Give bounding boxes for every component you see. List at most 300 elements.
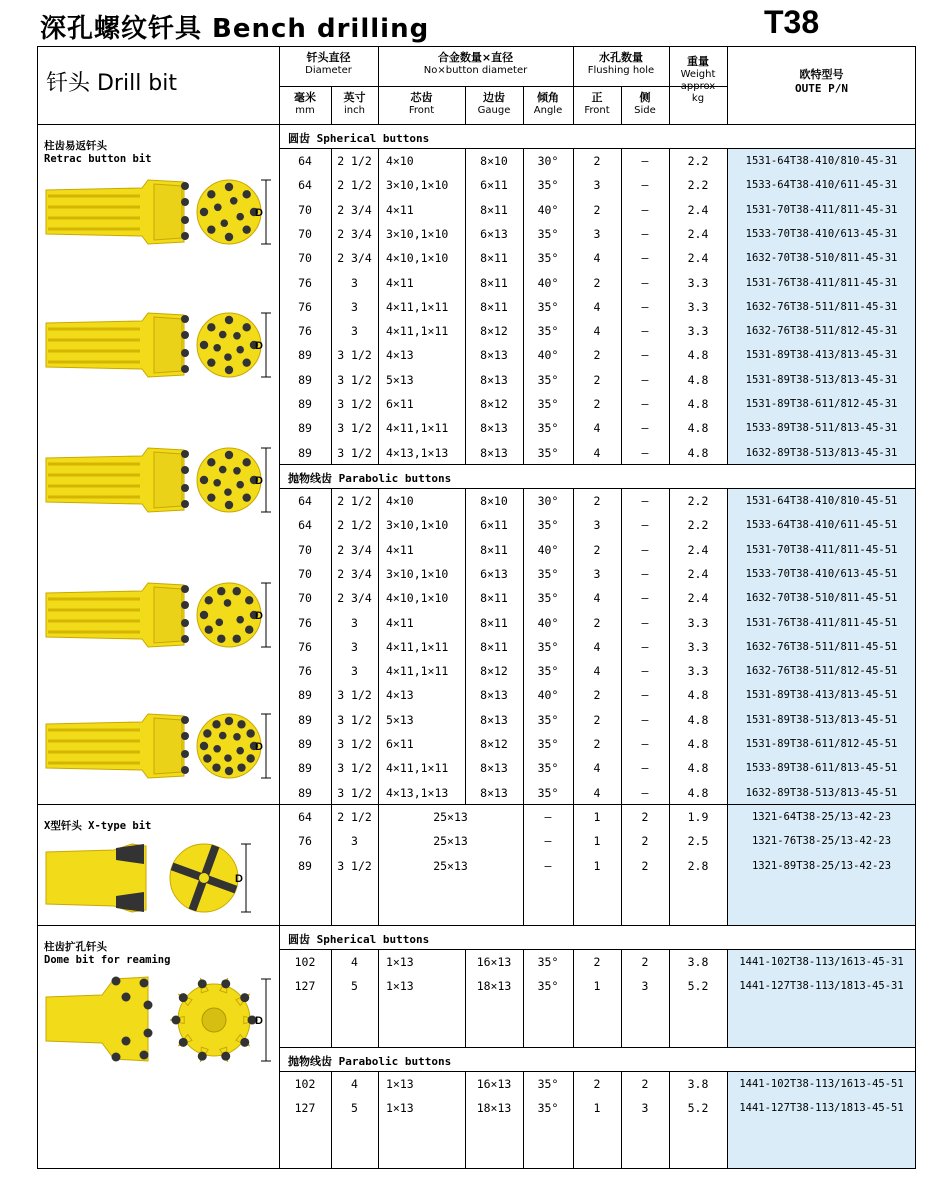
gauge-button xyxy=(207,225,215,233)
diameter-mm: 89 xyxy=(298,372,312,387)
buttons: 25×13 xyxy=(433,810,468,824)
page-title: 深孔螺纹钎具 Bench drilling xyxy=(40,14,430,44)
angle: – xyxy=(544,858,552,873)
flush-front: 2 xyxy=(593,494,601,508)
flush-front: 2 xyxy=(593,348,601,363)
part-number: 1531-64T38-410/810-45-51 xyxy=(745,495,898,507)
diameter-mm: 89 xyxy=(298,688,312,703)
part-number: 1321-64T38-25/13-42-23 xyxy=(751,811,892,823)
weight: 3.3 xyxy=(687,275,709,290)
front-button xyxy=(236,747,244,755)
diameter-mm: 64 xyxy=(298,178,312,193)
diameter-mm: 76 xyxy=(298,664,312,679)
angle: 35° xyxy=(537,518,559,533)
table-row xyxy=(279,562,916,586)
gauge-buttons: 8×11 xyxy=(480,275,508,290)
gauge-button xyxy=(245,596,253,604)
gauge-buttons: 8×11 xyxy=(480,542,508,557)
part-number: 1533-64T38-410/611-45-51 xyxy=(745,519,898,532)
angle: 40° xyxy=(537,688,559,703)
flush-front: 1 xyxy=(593,979,601,994)
mm-header: 毫米 mm xyxy=(294,91,316,116)
part-number: 1441-102T38-113/1613-45-51 xyxy=(739,1078,904,1090)
diameter-inch: 3 1/2 xyxy=(337,785,372,800)
weight: 2.4 xyxy=(687,226,709,241)
angle: 35° xyxy=(537,591,559,606)
table-row xyxy=(279,974,916,998)
flush-front: 2 xyxy=(593,955,601,969)
gauge-button xyxy=(225,366,233,374)
table-row xyxy=(279,368,916,392)
weight: 4.8 xyxy=(687,421,709,436)
carbide-button xyxy=(181,635,189,643)
diameter-mm: 70 xyxy=(298,251,312,266)
table-row xyxy=(279,1072,916,1096)
retrac-bit-image-5 xyxy=(44,706,279,788)
carbide-button xyxy=(181,331,189,339)
front-buttons: 4×11,1×11 xyxy=(386,664,449,679)
gauge-button xyxy=(179,993,188,1002)
gauge-button xyxy=(237,720,245,728)
flush-front: 3 xyxy=(593,226,601,241)
front-buttons: 4×10 xyxy=(386,154,414,168)
bit-head xyxy=(154,452,182,508)
part-number: 1632-76T38-511/812-45-51 xyxy=(745,665,898,678)
section-parabolic: 抛物线齿 Parabolic buttons xyxy=(288,472,452,485)
table-row xyxy=(279,222,916,246)
front-button xyxy=(224,353,232,361)
weight: 2.2 xyxy=(687,494,709,508)
part-number: 1531-76T38-411/811-45-51 xyxy=(745,616,898,629)
flush-front: 1 xyxy=(593,1101,601,1116)
weight: 2.2 xyxy=(687,154,709,168)
weight-header: 重量 Weight approx kg xyxy=(680,55,716,104)
flush-side: – xyxy=(641,348,649,363)
part-number: 1531-89T38-513/813-45-51 xyxy=(745,713,898,726)
flush-side: – xyxy=(641,615,649,630)
diameter-inch: 3 xyxy=(351,615,358,630)
weight: 4.8 xyxy=(687,348,709,363)
flush-front: 2 xyxy=(593,1077,601,1091)
weight: 4.8 xyxy=(687,445,709,460)
diameter-inch: 3 1/2 xyxy=(337,688,372,703)
flush-front: 2 xyxy=(593,688,601,703)
angle: 35° xyxy=(537,445,559,460)
diameter-header: 钎头直径 Diameter xyxy=(305,51,352,76)
angle: 35° xyxy=(537,1077,559,1091)
angle: 30° xyxy=(537,154,559,168)
diameter-mm: 64 xyxy=(298,154,312,168)
front-button xyxy=(215,619,223,627)
flush-side: – xyxy=(641,226,649,241)
flush-side: – xyxy=(641,664,649,679)
gauge-buttons: 8×11 xyxy=(480,251,508,266)
table-row xyxy=(279,319,916,343)
gauge-button xyxy=(225,451,233,459)
diameter-mm: 76 xyxy=(298,299,312,314)
front-buttons: 3×10,1×10 xyxy=(386,226,449,241)
part-number: 1531-89T38-611/812-45-31 xyxy=(745,398,898,410)
retrac-bit-image-1 xyxy=(44,172,279,252)
diameter-inch: 4 xyxy=(351,955,358,969)
carbide-button xyxy=(181,315,189,323)
angle: 30° xyxy=(537,494,559,508)
front-button xyxy=(224,488,232,496)
angle: 35° xyxy=(537,299,559,314)
gauge-button xyxy=(207,323,215,331)
part-number: 1441-127T38-113/1813-45-31 xyxy=(739,980,904,993)
table-row xyxy=(279,343,916,367)
table-row xyxy=(279,659,916,683)
diameter-mm: 76 xyxy=(298,834,312,849)
diameter-mm: 76 xyxy=(298,324,312,339)
part-number: 1632-89T38-513/813-45-51 xyxy=(745,786,898,799)
flush-front: 2 xyxy=(593,202,601,217)
flush-front: 3 xyxy=(593,566,601,581)
gauge-buttons: 8×13 xyxy=(480,445,508,460)
table-row xyxy=(279,708,916,732)
gauge-button xyxy=(200,611,208,619)
gauge-buttons: 8×13 xyxy=(480,785,508,800)
diameter-inch: 3 1/2 xyxy=(337,348,372,363)
table-row xyxy=(279,635,916,659)
front-button xyxy=(213,344,221,352)
section-parabolic-dome: 抛物线齿 Parabolic buttons xyxy=(288,1055,452,1068)
part-number: 1533-64T38-410/611-45-31 xyxy=(745,179,898,192)
gauge-button xyxy=(225,501,233,509)
flush-front: 1 xyxy=(593,834,601,849)
part-number: 1321-76T38-25/13-42-23 xyxy=(751,835,892,848)
bit-body xyxy=(46,977,148,1061)
buttons: 25×13 xyxy=(433,858,468,873)
diameter-inch: 3 xyxy=(351,664,358,679)
diameter-mm: 127 xyxy=(294,979,316,994)
table-row xyxy=(279,732,916,756)
front-button xyxy=(219,732,227,740)
gauge-button xyxy=(200,742,208,750)
angle: 35° xyxy=(537,737,559,751)
row-line xyxy=(37,124,916,125)
flush-front: 4 xyxy=(593,324,601,339)
gauge-buttons: 6×13 xyxy=(480,226,508,241)
front-button xyxy=(236,481,244,489)
flush-front: 2 xyxy=(593,372,601,387)
diameter-inch: 3 1/2 xyxy=(337,372,372,387)
gauge-buttons: 6×13 xyxy=(480,566,508,581)
gauge-header: 边齿 Gauge xyxy=(477,91,511,116)
angle: 35° xyxy=(537,566,559,581)
carbide-button xyxy=(181,750,189,758)
carbide-button xyxy=(181,732,189,740)
weight: 4.8 xyxy=(687,397,709,411)
part-number: 1632-70T38-510/811-45-51 xyxy=(745,592,898,605)
flush-front: 4 xyxy=(593,299,601,314)
section-spherical-dome: 圆齿 Spherical buttons xyxy=(288,933,430,946)
table-row xyxy=(279,829,916,853)
flush-front: 4 xyxy=(593,421,601,436)
flush-side: – xyxy=(641,202,649,217)
carbide-button xyxy=(181,232,189,240)
gauge-buttons: 8×10 xyxy=(480,494,508,508)
diameter-inch: 3 1/2 xyxy=(337,445,372,460)
front-buttons: 4×13,1×13 xyxy=(386,445,449,460)
carbide-button xyxy=(181,619,189,627)
part-number: 1632-76T38-511/812-45-31 xyxy=(745,325,898,338)
flush-side: – xyxy=(641,591,649,606)
row-line xyxy=(37,925,916,926)
gauge-buttons: 8×12 xyxy=(480,664,508,679)
weight: 4.8 xyxy=(687,737,709,751)
gauge-button xyxy=(198,979,207,988)
section-spherical: 圆齿 Spherical buttons xyxy=(288,132,430,145)
weight: 5.2 xyxy=(687,979,709,994)
diameter-inch: 3 1/2 xyxy=(337,421,372,436)
part-number: 1531-89T38-413/813-45-51 xyxy=(745,689,898,702)
flush-front: 2 xyxy=(593,542,601,557)
front-buttons: 1×13 xyxy=(386,979,414,994)
front-buttons: 5×13 xyxy=(386,372,414,387)
diameter-mm: 102 xyxy=(294,1077,316,1091)
front-buttons: 6×11 xyxy=(386,397,414,411)
diameter-mm: 89 xyxy=(298,785,312,800)
front-button xyxy=(236,213,244,221)
diameter-inch: 2 3/4 xyxy=(337,226,372,241)
front-buttons: 4×11,1×11 xyxy=(386,324,449,339)
weight: 2.2 xyxy=(687,178,709,193)
gauge-buttons: 8×12 xyxy=(480,397,508,411)
carbide-button xyxy=(144,1029,153,1038)
buttons-header: 合金数量×直径 No×button diameter xyxy=(423,51,528,76)
carbide-button xyxy=(181,601,189,609)
diameter-inch: 5 xyxy=(351,1101,358,1116)
gauge-button xyxy=(203,754,211,762)
flush-side: – xyxy=(641,372,649,387)
gauge-buttons: 8×13 xyxy=(480,421,508,436)
angle: – xyxy=(544,810,552,824)
diameter-inch: 3 xyxy=(351,299,358,314)
front-buttons: 4×10,1×10 xyxy=(386,591,449,606)
flush-front: 2 xyxy=(593,154,601,168)
part-number: 1632-76T38-511/811-45-31 xyxy=(745,300,898,313)
gauge-button xyxy=(225,233,233,241)
angle-header: 倾角 Angle xyxy=(533,91,563,116)
weight: 2.5 xyxy=(687,834,709,849)
front-buttons: 4×11,1×11 xyxy=(386,299,449,314)
angle: 35° xyxy=(537,397,559,411)
front-buttons: 1×13 xyxy=(386,955,414,969)
front-button xyxy=(219,466,227,474)
weight: 3.3 xyxy=(687,299,709,314)
diameter-inch: 2 1/2 xyxy=(337,154,372,168)
front-buttons: 4×13,1×13 xyxy=(386,785,449,800)
row-line xyxy=(279,1047,916,1048)
table-row xyxy=(279,149,916,173)
gauge-button xyxy=(245,625,253,633)
diameter-inch: 2 3/4 xyxy=(337,251,372,266)
flush-side: – xyxy=(641,639,649,654)
retrac-bit-image-4 xyxy=(44,575,279,655)
gauge-buttons: 8×13 xyxy=(480,712,508,727)
flush-front: 4 xyxy=(593,664,601,679)
gauge-button xyxy=(207,358,215,366)
front-buttons: 4×10,1×10 xyxy=(386,251,449,266)
weight: 3.3 xyxy=(687,664,709,679)
flush-hole xyxy=(199,873,209,883)
front-buttons: 3×10,1×10 xyxy=(386,178,449,193)
carbide-button xyxy=(181,484,189,492)
gauge-button xyxy=(242,358,250,366)
flush-front: 4 xyxy=(593,639,601,654)
flush-front: 4 xyxy=(593,251,601,266)
flush-front: 1 xyxy=(593,810,601,824)
diameter-mm: 89 xyxy=(298,761,312,776)
drill-bit-heading: 钎头 Drill bit xyxy=(46,71,178,96)
gauge-buttons: 8×12 xyxy=(480,737,508,751)
weight: 2.4 xyxy=(687,591,709,606)
carbide-button xyxy=(122,1037,131,1046)
table-row xyxy=(279,854,916,878)
flush-side: – xyxy=(641,324,649,339)
flush-side: – xyxy=(641,494,649,508)
gauge-button xyxy=(200,208,208,216)
angle: – xyxy=(544,834,552,849)
diameter-mm: 102 xyxy=(294,955,316,969)
diameter-inch: 2 3/4 xyxy=(337,591,372,606)
carbide-button xyxy=(140,1051,149,1060)
part-number: 1533-70T38-410/613-45-31 xyxy=(745,227,898,240)
diameter-mm: 89 xyxy=(298,858,312,873)
flush-front: 3 xyxy=(593,518,601,533)
gauge-button xyxy=(233,587,241,595)
part-number: 1531-70T38-411/811-45-51 xyxy=(745,543,898,556)
angle: 35° xyxy=(537,324,559,339)
gauge-button xyxy=(242,493,250,501)
flush-side: – xyxy=(641,566,649,581)
weight: 3.8 xyxy=(687,955,709,969)
front-header: 芯齿 Front xyxy=(408,91,435,116)
flush-side: – xyxy=(641,275,649,290)
flush-front-header: 正 Front xyxy=(584,91,610,116)
flush-front: 4 xyxy=(593,591,601,606)
diameter-mm: 64 xyxy=(298,810,312,824)
angle: 35° xyxy=(537,226,559,241)
gauge-button xyxy=(205,596,213,604)
table-row xyxy=(279,756,916,780)
weight: 3.3 xyxy=(687,324,709,339)
gauge-button xyxy=(212,720,220,728)
carbide-button xyxy=(181,349,189,357)
flush-side: – xyxy=(641,785,649,800)
weight: 2.4 xyxy=(687,202,709,217)
carbide-button xyxy=(181,182,189,190)
weight: 4.8 xyxy=(687,712,709,727)
carbide-button xyxy=(181,766,189,774)
xtype-bit-image xyxy=(44,838,279,918)
front-buttons: 6×11 xyxy=(386,737,414,751)
carbide-button xyxy=(122,993,131,1002)
carbide-button xyxy=(112,977,121,986)
flush-front: 2 xyxy=(593,615,601,630)
table-row xyxy=(279,611,916,635)
bit-head xyxy=(154,317,182,373)
flush-side: 3 xyxy=(641,1101,649,1116)
gauge-buttons: 16×13 xyxy=(476,955,512,969)
row-line xyxy=(279,86,727,87)
gauge-button xyxy=(200,476,208,484)
diameter-inch: 2 3/4 xyxy=(337,202,372,217)
gauge-button xyxy=(217,587,225,595)
flush-front: 4 xyxy=(593,785,601,800)
diameter-inch: 5 xyxy=(351,979,358,994)
front-button xyxy=(233,733,241,741)
weight: 2.8 xyxy=(687,858,709,873)
gauge-buttons: 6×11 xyxy=(480,178,508,193)
gauge-buttons: 8×13 xyxy=(480,761,508,776)
dimension-label: D xyxy=(255,340,263,352)
weight: 1.9 xyxy=(687,810,709,824)
flush-side: 2 xyxy=(641,1077,649,1091)
part-number: 1632-76T38-511/811-45-51 xyxy=(745,640,898,653)
gauge-button xyxy=(200,341,208,349)
dimension-label: D xyxy=(255,475,263,487)
front-button xyxy=(230,197,238,205)
diameter-inch: 3 1/2 xyxy=(337,397,372,411)
angle: 35° xyxy=(537,785,559,800)
diameter-mm: 89 xyxy=(298,737,312,751)
table-row xyxy=(279,392,916,416)
gauge-button xyxy=(237,763,245,771)
part-number: 1531-89T38-611/812-45-51 xyxy=(745,738,898,750)
table-row xyxy=(279,513,916,537)
gauge-button xyxy=(221,1052,230,1061)
gauge-button xyxy=(242,225,250,233)
gauge-button xyxy=(179,1038,188,1047)
diameter-mm: 76 xyxy=(298,275,312,290)
xtype-group-label: X型钎头 X-type bit xyxy=(44,820,152,832)
gauge-buttons: 6×11 xyxy=(480,518,508,533)
diameter-inch: 3 1/2 xyxy=(337,712,372,727)
front-buttons: 4×11,1×11 xyxy=(386,761,449,776)
part-number: 1533-70T38-410/613-45-51 xyxy=(745,567,898,580)
flush-side: – xyxy=(641,299,649,314)
diameter-mm: 70 xyxy=(298,202,312,217)
angle: 35° xyxy=(537,372,559,387)
gauge-button xyxy=(225,183,233,191)
diameter-inch: 3 1/2 xyxy=(337,858,372,873)
part-number: 1632-89T38-513/813-45-31 xyxy=(745,446,898,459)
table-row xyxy=(279,538,916,562)
flush-front: 2 xyxy=(593,737,601,751)
flush-side: – xyxy=(641,542,649,557)
gauge-buttons: 8×11 xyxy=(480,299,508,314)
table-row xyxy=(279,489,916,513)
inch-header: 英寸 inch xyxy=(343,91,366,116)
gauge-button xyxy=(207,190,215,198)
part-number: 1531-76T38-411/811-45-31 xyxy=(745,276,898,289)
front-button xyxy=(214,203,222,211)
flush-side: – xyxy=(641,421,649,436)
weight: 4.8 xyxy=(687,761,709,776)
diameter-inch: 2 1/2 xyxy=(337,518,372,533)
flush-side: – xyxy=(641,397,649,411)
weight: 4.8 xyxy=(687,785,709,800)
flush-side: – xyxy=(641,712,649,727)
flush-side: 2 xyxy=(641,810,649,824)
flush-side: 2 xyxy=(641,858,649,873)
front-buttons: 5×13 xyxy=(386,712,414,727)
front-button xyxy=(236,616,244,624)
flush-front: 2 xyxy=(593,397,601,411)
